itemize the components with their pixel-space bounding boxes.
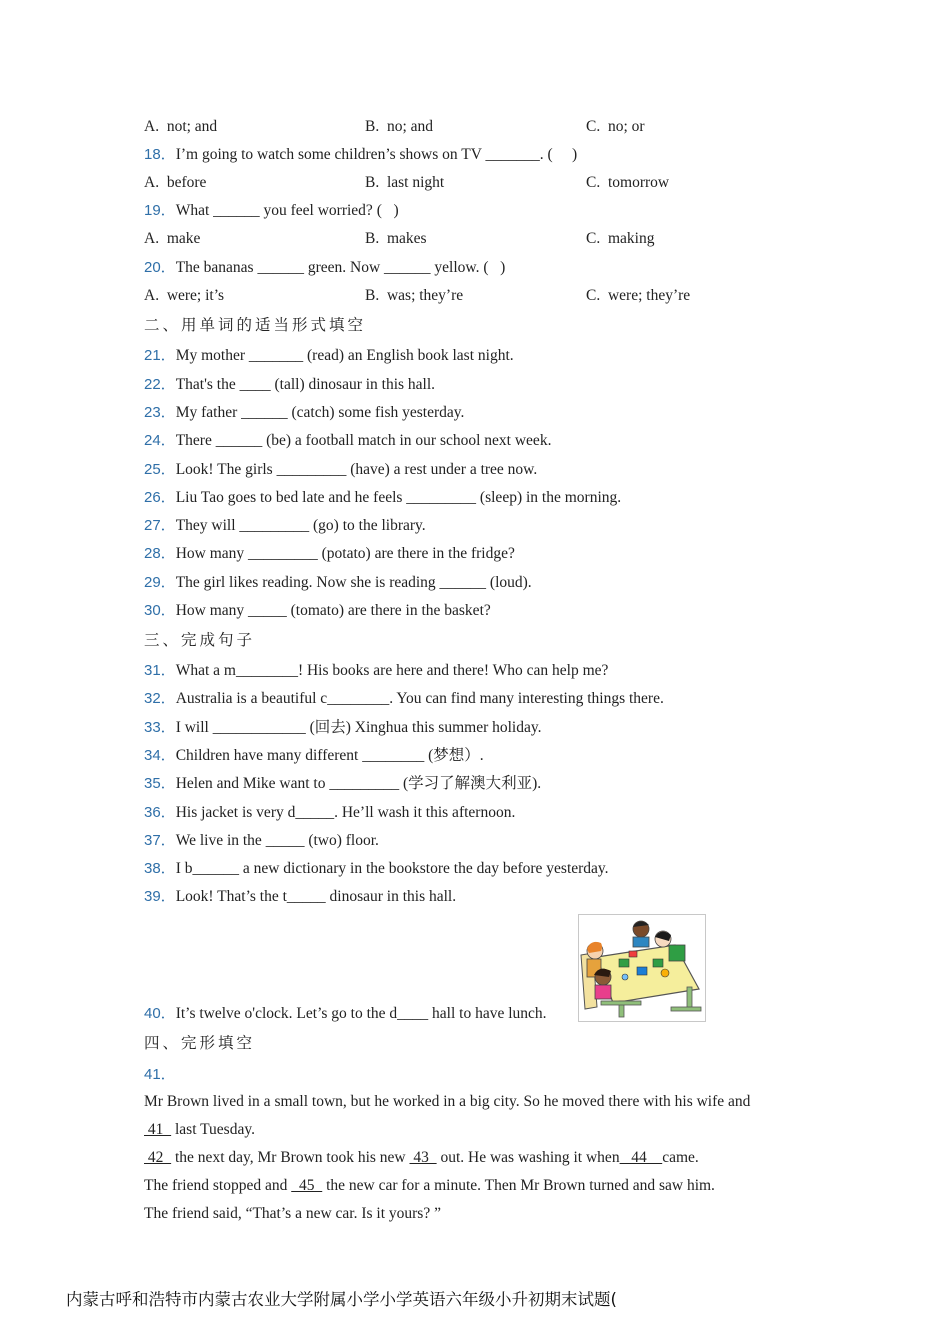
question-text: His jacket is very d_____. He’ll wash it this afternoon. [175, 804, 516, 821]
q19-options [144, 229, 844, 249]
question-number: 22． [144, 376, 176, 393]
question-text: My mother _______ (read) an English book last night. [175, 347, 514, 364]
question-text: My father ______ (catch) some fish yesterday. [175, 404, 465, 421]
question-text: How many _________ (potato) are there in the fridge? [175, 545, 515, 562]
question-18 [144, 145, 577, 165]
question-26 [144, 488, 621, 508]
question-39 [144, 887, 456, 907]
passage-text: The friend stopped and [144, 1177, 292, 1194]
q17-option-c: C. no; or [586, 118, 645, 135]
section-4-title: 四、完形填空 [144, 1034, 256, 1052]
question-35 [144, 774, 541, 794]
question-text: How many _____ (tomato) are there in the basket? [175, 602, 491, 619]
passage-text: came. [662, 1149, 699, 1166]
dining-hall-illustration [578, 914, 706, 1022]
question-29 [144, 573, 532, 593]
question-text: They will _________ (go) to the library. [175, 517, 426, 534]
question-number: 24． [144, 432, 176, 449]
q18-options [144, 173, 844, 193]
question-text: I will ____________ (回去) Xinghua this summer holiday. [175, 719, 542, 736]
question-number: 31． [144, 662, 176, 679]
question-text: It’s twelve o'clock. Let’s go to the d____ hall to have lunch. [175, 1005, 547, 1022]
question-21 [144, 346, 514, 366]
question-number: 41． [144, 1066, 176, 1083]
q19-option-b: B. makes [365, 230, 427, 247]
section-2-title: 二、用单词的适当形式填空 [144, 316, 367, 334]
question-36 [144, 803, 515, 823]
blank-43: 43 [409, 1149, 437, 1166]
question-number: 26． [144, 489, 176, 506]
q19-option-c: C. making [586, 230, 655, 247]
question-text: We live in the _____ (two) floor. [175, 832, 379, 849]
question-text: The girl likes reading. Now she is reading ______ (loud). [175, 574, 532, 591]
question-number: 37． [144, 832, 176, 849]
question-number: 27． [144, 517, 176, 534]
question-number: 32． [144, 690, 176, 707]
passage-line-2 [144, 1120, 255, 1140]
question-24 [144, 431, 551, 451]
question-number: 21． [144, 347, 176, 364]
question-37 [144, 831, 379, 851]
blank-42: 42 [144, 1149, 172, 1166]
children-at-table-picture [579, 915, 705, 1021]
question-number: 19． [144, 202, 176, 219]
blank-41: 41 [144, 1121, 172, 1138]
question-number: 23． [144, 404, 176, 421]
question-text: What ______ you feel worried? ( ) [175, 202, 399, 219]
question-number: 36． [144, 804, 176, 821]
passage-line-1: Mr Brown lived in a small town, but he worked in a big city. So he moved there with his wife and [144, 1093, 751, 1110]
question-27 [144, 516, 426, 536]
question-40 [144, 1004, 547, 1024]
question-text: Liu Tao goes to bed late and he feels _________ (sleep) in the morning. [175, 489, 622, 506]
question-text: Children have many different ________ (梦想）. [175, 747, 484, 764]
question-text: Helen and Mike want to _________ (学习了解澳大利亚). [175, 775, 542, 792]
passage-text: last Tuesday. [171, 1121, 255, 1138]
question-text: What a m________! His books are here and there! Who can help me? [175, 662, 609, 679]
question-number: 30． [144, 602, 176, 619]
q20-options [144, 286, 844, 306]
question-text: That's the ____ (tall) dinosaur in this hall. [175, 376, 436, 393]
question-25 [144, 460, 537, 480]
q18-option-a: A. before [144, 174, 207, 191]
q17-option-b: B. no; and [365, 118, 434, 135]
question-23 [144, 403, 464, 423]
question-text: I b______ a new dictionary in the bookstore the day before yesterday. [175, 860, 609, 877]
q20-option-b: B. was; they’re [365, 287, 464, 304]
blank-45: 45 [291, 1177, 323, 1194]
question-33 [144, 718, 541, 738]
question-number: 28． [144, 545, 176, 562]
question-number: 40． [144, 1005, 176, 1022]
question-41 [144, 1065, 176, 1085]
q18-option-b: B. last night [365, 174, 445, 191]
question-number: 35． [144, 775, 176, 792]
question-28 [144, 544, 515, 564]
passage-line-5: The friend said, “That’s a new car. Is it yours? ” [144, 1205, 441, 1222]
question-text: Look! That’s the t_____ dinosaur in this hall. [175, 888, 457, 905]
passage-text: the new car for a minute. Then Mr Brown turned and saw him. [322, 1177, 715, 1194]
question-number: 29． [144, 574, 176, 591]
passage-line-3 [144, 1148, 699, 1168]
question-number: 18． [144, 146, 176, 163]
q19-option-a: A. make [144, 230, 201, 247]
passage-text: out. He was washing it when [436, 1149, 620, 1166]
question-number: 39． [144, 888, 176, 905]
question-number: 33． [144, 719, 176, 736]
question-number: 25． [144, 461, 176, 478]
question-text: I’m going to watch some children’s shows on TV _______. ( ) [175, 146, 578, 163]
question-20 [144, 258, 505, 278]
question-number: 20． [144, 259, 176, 276]
q18-option-c: C. tomorrow [586, 174, 670, 191]
section-3-title: 三、完成句子 [144, 631, 256, 649]
q17-options [144, 117, 844, 137]
question-text: There ______ (be) a football match in our school next week. [175, 432, 552, 449]
question-34 [144, 746, 484, 766]
question-number: 38． [144, 860, 176, 877]
blank-44: 44 [619, 1149, 663, 1166]
question-number: 34． [144, 747, 176, 764]
question-38 [144, 859, 609, 879]
question-text: Look! The girls _________ (have) a rest under a tree now. [175, 461, 538, 478]
question-31 [144, 661, 608, 681]
question-text: Australia is a beautiful c________. You can find many interesting things there. [175, 690, 664, 707]
document-footer-title: 内蒙古呼和浩特市内蒙古农业大学附属小学小学英语六年级小升初期末试题( [66, 1290, 617, 1309]
q17-option-a: A. not; and [144, 118, 218, 135]
q20-option-c: C. were; they’re [586, 287, 691, 304]
q20-option-a: A. were; it’s [144, 287, 225, 304]
question-32 [144, 689, 664, 709]
question-19 [144, 201, 399, 221]
question-text: The bananas ______ green. Now ______ yellow. ( ) [175, 259, 506, 276]
passage-line-4 [144, 1176, 715, 1196]
question-30 [144, 601, 491, 621]
passage-text: the next day, Mr Brown took his new [171, 1149, 410, 1166]
question-22 [144, 375, 435, 395]
